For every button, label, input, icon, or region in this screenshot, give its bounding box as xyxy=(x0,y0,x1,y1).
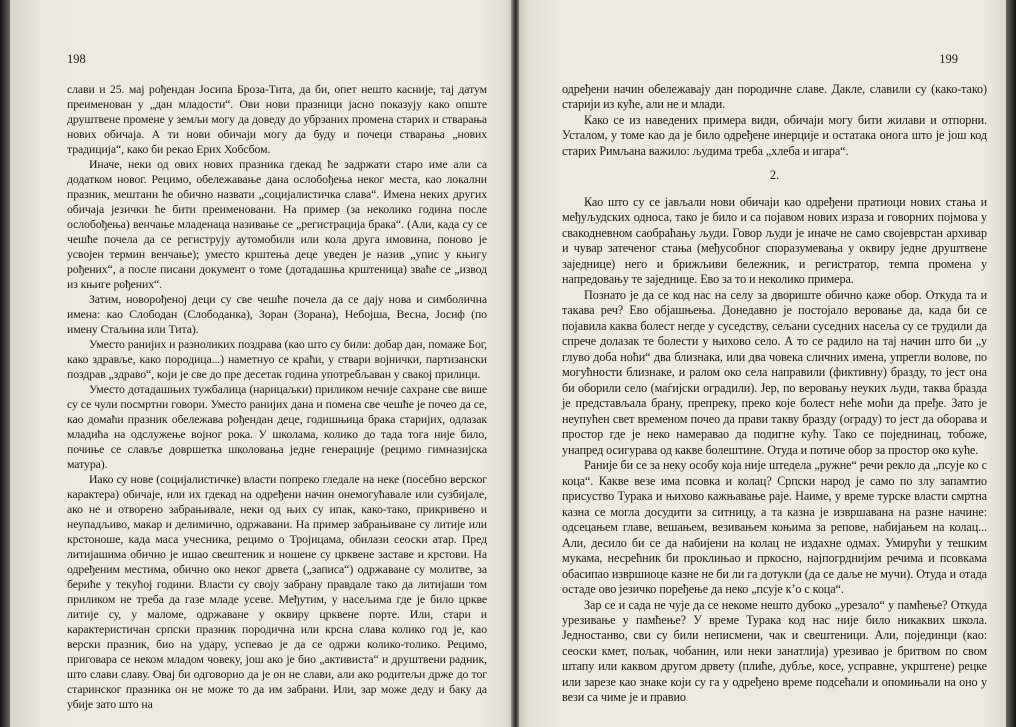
left-page xyxy=(10,0,512,727)
paragraph: Зар се и сада не чује да се некоме нешто дубоко „урезало“ у памћење? Откуда урезивање у памћење? У време Турака код нас није било никаквих школа. Једностанво, сви су били неписмени, чак и свештеници. Али, појединци (као: сеоски кмет, пољак, чобанин, или неки занатлија) урезивао је бритвом по свом штапу или каквом другом дрвету (плиће, дубље, косе, усправне, укрштене) рецке или зарезе као знаке који су га у одређено време подсећали и опомињали на оно у вези са чиме је и правио xyxy=(562,597,987,705)
paragraph: Уместо ранијих и разноликих поздрава (као што су били: добар дан, помаже Бог, како здравље, како породица...) наметнуо се краћи, у ствари војнички, партизански поздрав „здраво“, који је све до пре десетак година употребљаван у свакој прилици. xyxy=(67,337,488,381)
left-page-body xyxy=(67,82,487,712)
paragraph: Познато је да се код нас на селу за двориште обично каже обор. Откуда та и такава реч? Ево објашњења. Донедавно је постојало веровање да, када би се појавила каква болест негде у суседству, сељани суседних насеља су се трудили да спрече долазак те болести у њихово село. А то се радило на тај начин што би „у глуво доба ноћи“ два близнака, или два човека сличних имена, упрегли волове, по могућности близнаке, и ралом око села направили (фиктивну) бразду, то јест она би оборили село (маѓијски оградили). Јер, по веровању неуких људи, таква бразда је представљала брану, препреку, преко које болест неће моћи да пређе. Зато је неупућен свет временом почео да прави такву бразду (ограду) то јест да оборава и простор где је неко намеравао да подигне кућу. Тако се поједнинац, тобоже, унапред осигурава од какве болештине. Отуда и потиче обор за простор око куће. xyxy=(562,287,987,457)
book-edge-right xyxy=(1006,0,1016,727)
paragraph: Уместо дотадашњих тужбалица (нарицаљки) приликом нечије сахране све више су се чули посмртни говори. Уместо ранијих дана и помена све чешће је почео да се, као домаћи празник обележава рођендан деце, годишњица брака старијих, одлазак младића на одслужење војног рока. У школама, коликo до тада тога није било, почиње се славље довршетка школовања једне генерације (рецимо гимназијска матура). xyxy=(67,382,487,471)
paragraph: слави и 25. мај рођендан Јосипа Броза-Тита, да би, опет нешто касније, тај датум преименован у „дан младости“. Ови нови празници јасно показују како опште друштвене промене у земљи могу да доведу до убрзаних промена старих и стварања нових обичаја. А ти нови обичаји могу да буду и почеци стварања „нових традиција“, како би рекао Ерих Хобсбом. xyxy=(67,82,487,156)
section-number: 2. xyxy=(769,168,780,183)
paragraph: Иначе, неки од ових нових празника гдекад ће задржати старо име али са додатком новог. Рецимо, обележавање дана ослобођења неког места, као локални празник, мештани ће обично назвати „социјалистичка слава“. Имена неких других обичаја језички ће бити преименовани. На пример (за неколико година после ослобођења) венчање младенаца називање се „регистрација брака“. (Али, када су се чешће почела да се региструју аутомобили или кола друга имовина, поново је усвојен термин венчање); уместо крштења деце уведен је назив „упис у књигу рођених“, а после писани документ о томе (дотадашња крштеница) зваће се „извод из књиге рођених“. xyxy=(67,157,487,291)
paragraph: Раније би се за неку особу која није штедела „ружне“ речи рекло да „псује ко с коца“. Какве везе има псовка и колац? Српски народ је само по злу запамтио присуство Турака и њихово кажњавање раје. Наиме, у време турске власти смртна казна се могла досудити за ситницу, а та казна је извршавана на разне начине: одсецањем главе, вешањем, везивањем коњима за репове, набијањем на колац... Али, десило би се да набијени на колац не издахне одмах. Умирући у тешким мукама, несрећник би проклињао и пркосно, најпогрднијим речима и псовкама обасипао извршиоце казне не би ли га дотукли (да се даље не мучи). Отуда и отада остаде ово језичко поређење да неко „псује к’о с коца“. xyxy=(562,458,987,597)
page-number: 199 xyxy=(939,52,958,66)
paragraph: Како се из наведених примера види, обичаји могу бити жилави и отпорни. Усталом, у томе као да је било одређене инерције и остатака онога што је још код старих Римљана важило: људима треба „хлеба и игара“. xyxy=(562,112,987,158)
book-edge-left xyxy=(0,0,10,727)
right-page-body xyxy=(562,82,987,706)
right-page xyxy=(519,0,1006,727)
paragraph: Затим, новорођеној деци су све чешће почела да се дају нова и симболична имена: као Слободан (Слободанка), Зоран (Зорана), Небојша, Весна, Јосиф (по имену Стаљина или Тита). xyxy=(67,292,487,336)
page-number: 198 xyxy=(67,52,86,66)
paragraph: одређени начин обележавају дан породичне славе. Дакле, славили су (како-тако) старији из куће, али не и млади. xyxy=(562,82,987,112)
paragraph: Иако су нове (социјалистичке) власти попреко гледале на неке (посебно верског карактера) обичаје, или их гдекад на одређени начин онемогућавале или сузбијале, ако не и отворено забрањивале, неки од њих су ипак, како-тако, прикривено и неупадљиво, макар и делимично, одржавани. На пример забрањиване су литије или крстоноше, када маса учесника, рецимо о Тројицама, обилази сеоски атар. Пред литијашима обично је ишао свештеник и ношене су црквене заставе и крстови. На одређеним местима, обично око неког дрвета („записа“) одржаване су молитве, за бериће у текућој години. Власти су своју забрану правдале тако да литијаши том приликом не треба да газе младе усеве. Међутим, у насељима где је било цркве литије су, у маломе, одржаване у оквиру црквене порте. Или, стари и карактеристичан српски празник породична или крсна слава колико год је, као верски празник, био на удару, успевао је да се одржи колико-толико. Рецимо, приговара се неком младом човеку, још ако је био „активиста“ и друштвени радник, што слави славу. Овај би одговорио да је он не слави, али ако родитељи држе до тог старинског празника он не може то да им забрани. Или, зар може деду и баку да убије зато што на xyxy=(67,472,487,711)
paragraph: Као што су се јављали нови обичаји као одређени пратиоци нових стања и међуљудских односа, тако је било и са појавом нових израза и говорних појмова у свакодневном саобраћању људи. Говор људи је иначе не само својеврстан архивар и чувар затеченог стања (међусобног споразумевања у оквиру једне друштвене заједнице) него и брижљиви бележник, и регистратор, темпа промена у напредовању те заједнице. Ево за то и неколико примера. xyxy=(562,194,987,287)
